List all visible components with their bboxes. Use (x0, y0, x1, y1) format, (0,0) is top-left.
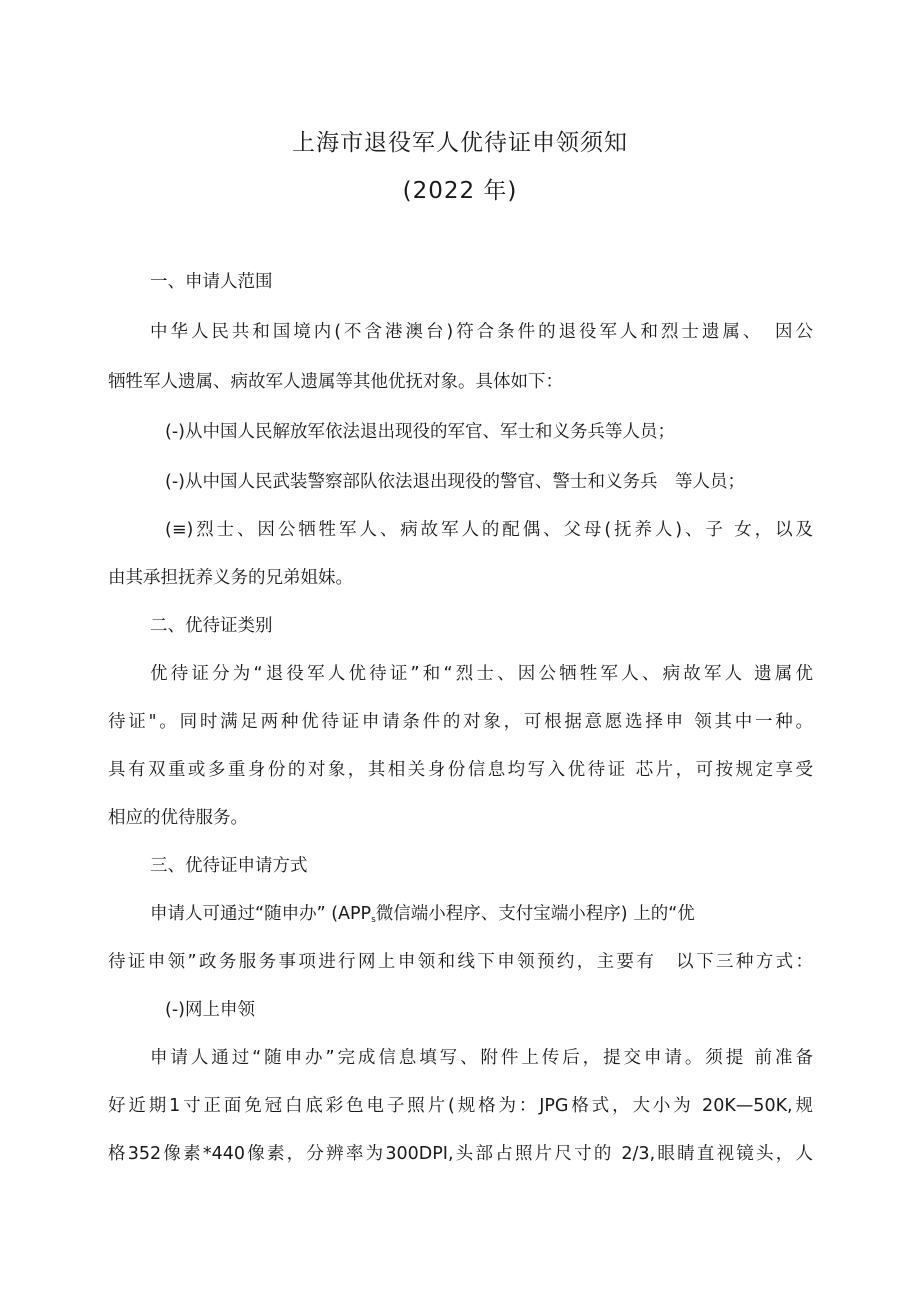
document-title: 上海市退役军人优待证申领须知 (292, 130, 628, 156)
paragraph-line: 好近期1寸正面免冠白底彩色电子照片(规格为：JPG格式，大小为 20K—50K,规 (108, 1096, 813, 1116)
list-item-line: (≡)烈士、因公牺牲军人、病故军人的配偶、父母(抚养人)、子 女，以及 (165, 520, 813, 540)
paragraph-line: 由其承担抚养义务的兄弟姐妹。 (108, 568, 353, 588)
section-heading-2: 二、优待证类别 (150, 616, 273, 636)
paragraph-line: 优待证分为“退役军人优待证”和“烈士、因公牺牲军人、病故军人 遗属优 (150, 664, 813, 684)
section-heading-3: 三、优待证申请方式 (150, 856, 308, 876)
paragraph-line: 具有双重或多重身份的对象，其相关身份信息均写入优待证 芯片，可按规定享受 (108, 760, 813, 780)
list-item-line: (-)从中国人民武装警察部队依法退出现役的警官、警士和义务兵 等人员； (165, 472, 745, 492)
paragraph-line-part: 申请人可通过“随申办” (APP (150, 904, 372, 924)
paragraph-line: 申请人通过“随申办”完成信息填写、附件上传后，提交申请。须提 前准备 (150, 1048, 813, 1068)
paragraph-line-part: 微信端小程序、支付宝端小程序) 上的“优 (375, 904, 695, 924)
paragraph-line: 待证"。同时满足两种优待证申请条件的对象，可根据意愿选择申 领其中一种。 (108, 712, 813, 732)
paragraph-line (150, 902, 813, 932)
paragraph-line: 相应的优待服务。 (108, 808, 248, 828)
subscript-mark: s (371, 915, 376, 925)
paragraph-line: 格352像素*440像素，分辨率为300DPI,头部占照片尺寸的 2/3,眼睛直视镜头，人 (108, 1144, 813, 1164)
paragraph-line: 待证申领”政务服务事项进行网上申领和线下申领预约，主要有 以下三种方式： (108, 952, 813, 972)
list-item-line: (-)网上申领 (165, 1000, 255, 1020)
paragraph-line: 中华人民共和国境内(不含港澳台)符合条件的退役军人和烈士遗属、 因公 (150, 322, 813, 342)
paragraph-line: 牺牲军人遗属、病故军人遗属等其他优抚对象。具体如下： (108, 372, 563, 392)
section-heading-1: 一、申请人范围 (150, 272, 273, 292)
list-item-line: (-)从中国人民解放军依法退出现役的军官、军士和义务兵等人员； (165, 422, 675, 442)
document-year: (2022 年) (402, 178, 518, 204)
